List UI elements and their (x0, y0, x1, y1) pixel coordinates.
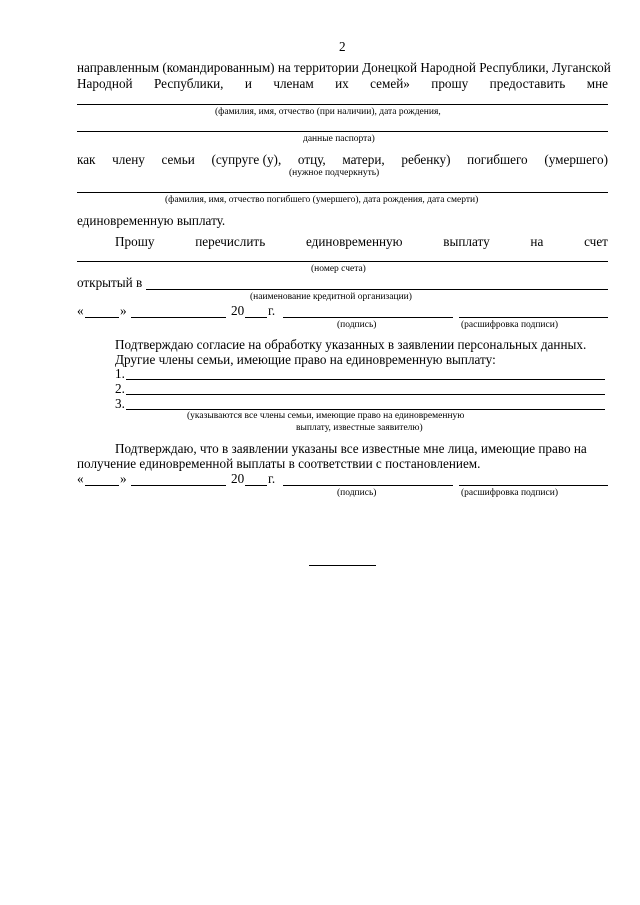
underline-note: (нужное подчеркнуть) (289, 168, 380, 178)
signature-decode-field-line[interactable] (459, 317, 608, 318)
transfer-word: единовременную (305, 234, 403, 249)
year-suffix: г. (268, 303, 276, 318)
confirm-line-1: Подтверждаю, что в заявлении указаны все известные мне лица, имеющие право на (115, 441, 587, 456)
member-1-field-line[interactable] (126, 379, 605, 380)
intro-word: мне (586, 76, 608, 91)
member-3-field-line[interactable] (126, 409, 605, 410)
bank-caption: (наименование кредитной организации) (250, 292, 412, 302)
relation-word: члену (112, 152, 145, 167)
member-2-field-line[interactable] (126, 394, 605, 395)
relation-line (77, 152, 608, 168)
members-note-2: выплату, известные заявителю) (296, 423, 423, 433)
transfer-word: Прошу (115, 234, 155, 249)
intro-word: семей» (370, 76, 410, 91)
year-field-line-2[interactable] (245, 485, 267, 486)
intro-word: Республики, (154, 76, 224, 91)
month-field-line-2[interactable] (131, 485, 226, 486)
date-open-quote: « (77, 471, 84, 486)
relation-word: как (77, 152, 96, 167)
relation-word: ребенку) (401, 152, 451, 167)
intro-word: прошу (431, 76, 469, 91)
account-field-line[interactable] (77, 261, 608, 262)
member-number: 1. (115, 366, 125, 381)
relation-word: (супруге (у), (211, 152, 282, 167)
date-open-quote: « (77, 303, 84, 318)
year-suffix: г. (268, 471, 276, 486)
fio-field-line[interactable] (77, 104, 608, 105)
signature-caption: (подпись) (337, 488, 377, 498)
relation-word: матери, (342, 152, 385, 167)
account-caption: (номер счета) (311, 264, 366, 274)
intro-line-2 (77, 76, 608, 92)
signature-decode-field-line-2[interactable] (459, 485, 608, 486)
month-field-line[interactable] (131, 317, 226, 318)
transfer-word: счет (584, 234, 608, 249)
relation-word: погибшего (467, 152, 528, 167)
date-close-quote: » (120, 303, 127, 318)
relation-word: семьи (161, 152, 195, 167)
relation-word: отцу, (297, 152, 326, 167)
closing-rule (309, 565, 376, 566)
intro-word: членам (273, 76, 314, 91)
intro-word: предоставить (489, 76, 566, 91)
transfer-word: выплату (443, 234, 490, 249)
intro-line-1: направленным (командированным) на территории Донецкой Народной Республики, Луганской (77, 60, 611, 75)
day-field-line-2[interactable] (85, 485, 119, 486)
date-close-quote: » (120, 471, 127, 486)
transfer-word: на (530, 234, 544, 249)
member-number: 2. (115, 381, 125, 396)
consent-text: Подтверждаю согласие на обработку указанных в заявлении персональных данных. (115, 337, 587, 352)
lump-sum-text: единовременную выплату. (77, 213, 226, 228)
signature-decode-caption: (расшифровка подписи) (461, 320, 558, 330)
member-number: 3. (115, 396, 125, 411)
day-field-line[interactable] (85, 317, 119, 318)
relation-word: (умершего) (544, 152, 608, 167)
page-number: 2 (339, 39, 346, 54)
members-note-1: (указываются все члены семьи, имеющие право на единовременную (187, 411, 465, 421)
opened-in-label: открытый в (77, 275, 143, 290)
fio-caption: (фамилия, имя, отчество (при наличии), дата рождения, (215, 107, 441, 117)
year-field-line[interactable] (245, 317, 267, 318)
signature-field-line-2[interactable] (283, 485, 453, 486)
deceased-caption: (фамилия, имя, отчество погибшего (умершего), дата рождения, дата смерти) (165, 195, 479, 205)
bank-field-line[interactable] (146, 289, 608, 290)
passport-field-line[interactable] (77, 131, 608, 132)
intro-word: их (335, 76, 349, 91)
signature-field-line[interactable] (283, 317, 453, 318)
signature-caption: (подпись) (337, 320, 377, 330)
intro-word: и (244, 76, 252, 91)
intro-word: Народной (77, 76, 133, 91)
signature-decode-caption: (расшифровка подписи) (461, 488, 558, 498)
other-members-text: Другие члены семьи, имеющие право на единовременную выплату: (115, 352, 496, 367)
passport-caption: данные паспорта) (303, 134, 375, 144)
deceased-field-line[interactable] (77, 192, 608, 193)
confirm-line-2: получение единовременной выплаты в соответствии с постановлением. (77, 456, 481, 471)
transfer-line (115, 234, 608, 250)
transfer-word: перечислить (195, 234, 266, 249)
year-prefix: 20 (231, 303, 245, 318)
year-prefix: 20 (231, 471, 245, 486)
